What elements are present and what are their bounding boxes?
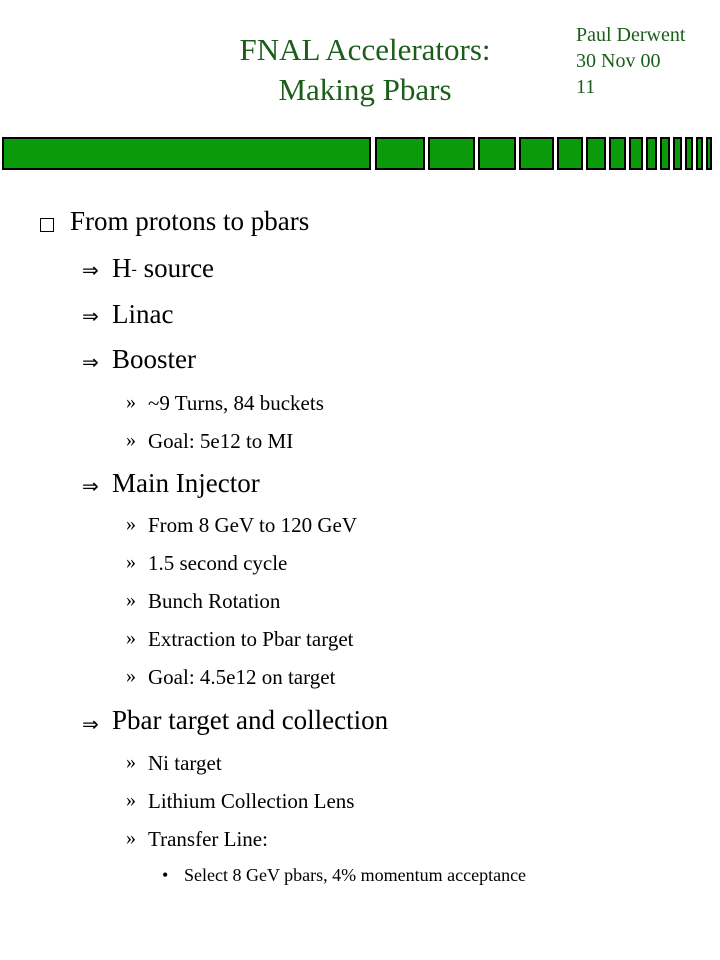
booster-item: Goal: 5e12 to MI [148, 429, 294, 453]
double-arrow-icon: ⇒ [82, 712, 99, 736]
h-source-suffix: source [136, 253, 215, 283]
main-injector-item: From 8 GeV to 120 GeV [148, 513, 358, 537]
raquo-icon: » [126, 627, 136, 649]
pbar-target-item: Lithium Collection Lens [148, 789, 355, 813]
main-injector-item: 1.5 second cycle [148, 551, 288, 575]
raquo-icon: » [126, 827, 136, 849]
dot-icon: • [162, 865, 169, 885]
bullet-h-source [112, 253, 214, 284]
booster-item: ~9 Turns, 84 buckets [148, 391, 324, 415]
raquo-icon: » [126, 665, 136, 687]
transfer-line-item: Select 8 GeV pbars, 4% momentum acceptance [184, 865, 527, 885]
double-arrow-icon: ⇒ [82, 350, 99, 374]
bullet-booster: Booster [112, 344, 196, 374]
raquo-icon: » [126, 429, 136, 451]
author: Paul Derwent [576, 24, 686, 46]
page-number: 11 [576, 76, 596, 98]
main-injector-item: Extraction to Pbar target [148, 627, 354, 651]
double-arrow-icon: ⇒ [82, 258, 99, 282]
main-bullet: From protons to pbars [70, 206, 310, 236]
raquo-icon: » [126, 789, 136, 811]
pbar-target-item: Ni target [148, 751, 222, 775]
main-injector-item: Goal: 4.5e12 on target [148, 665, 336, 689]
raquo-icon: » [126, 551, 136, 573]
raquo-icon: » [126, 513, 136, 535]
double-arrow-icon: ⇒ [82, 474, 99, 498]
bullet-pbar-target: Pbar target and collection [112, 705, 389, 735]
main-injector-item: Bunch Rotation [148, 589, 281, 613]
raquo-icon: » [126, 751, 136, 773]
title-line-1: FNAL Accelerators: [239, 32, 491, 67]
h-source-sup: - [131, 261, 137, 278]
double-arrow-icon: ⇒ [82, 304, 99, 328]
hollow-square-icon [40, 218, 54, 232]
raquo-icon: » [126, 589, 136, 611]
bullet-linac: Linac [112, 299, 174, 329]
bullet-main-injector: Main Injector [112, 468, 260, 498]
h-source-prefix: H [112, 253, 132, 283]
date: 30 Nov 00 [576, 50, 661, 72]
raquo-icon: » [126, 391, 136, 413]
pbar-target-item: Transfer Line: [148, 827, 268, 851]
title-line-2: Making Pbars [278, 72, 452, 107]
